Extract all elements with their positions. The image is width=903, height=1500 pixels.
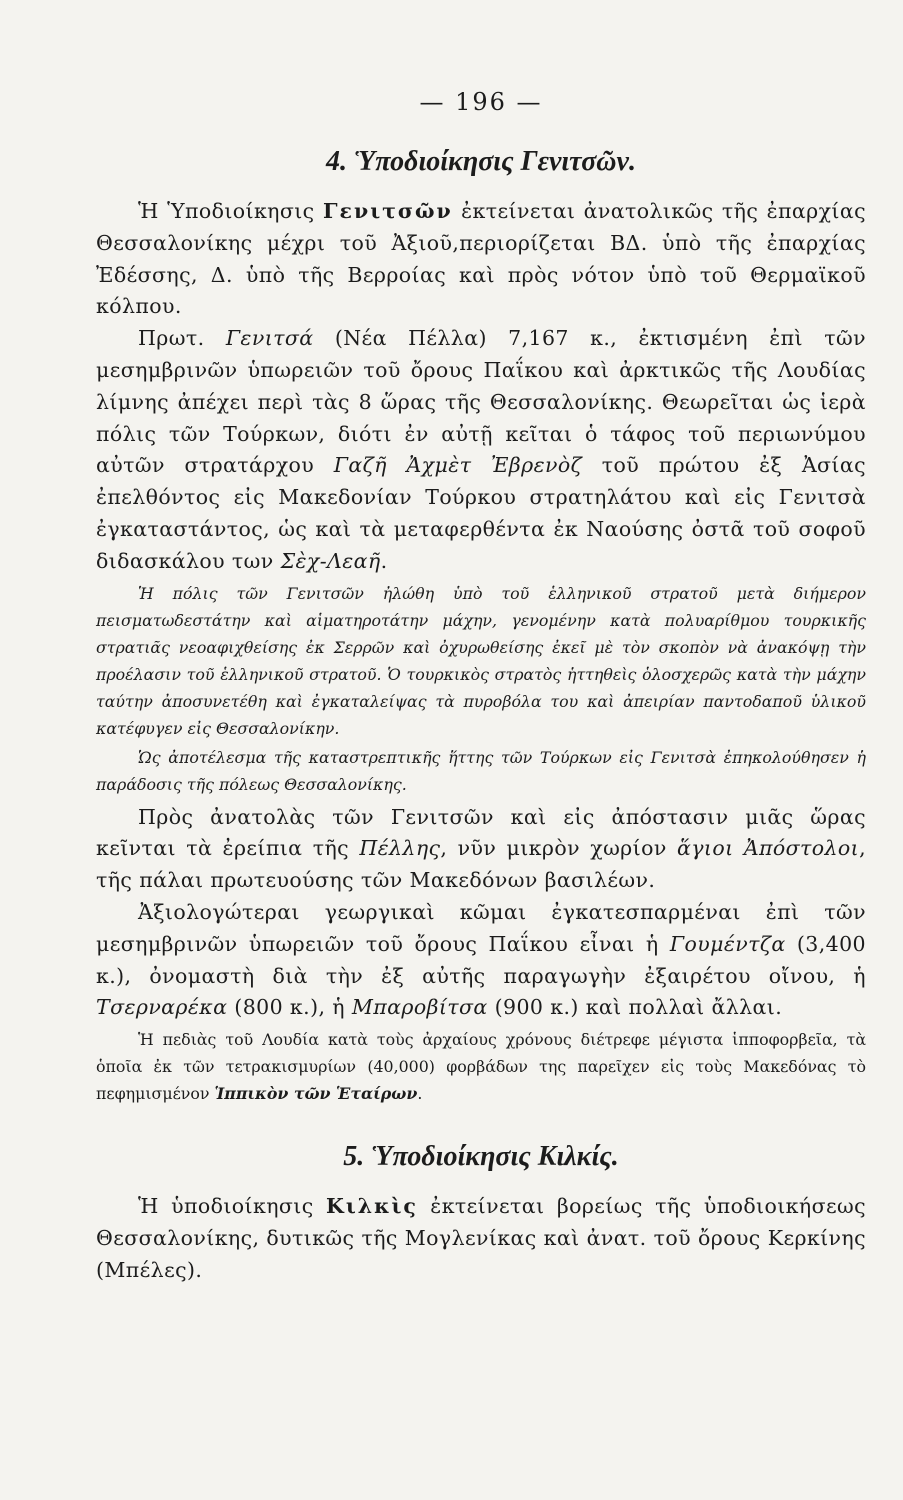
text: Πρὸς ἀνατολὰς τῶν Γενιτσῶν καὶ εἰς ἀπόστασιν μιᾶς ὥρας κεῖνται τὰ ἐρείπια τῆς: [96, 804, 866, 861]
italic-term: Ἱππικὸν τῶν Ἑταίρων: [214, 1084, 418, 1104]
italic-term: Γουμέντζα: [669, 931, 786, 956]
note-result: Ὡς ἀποτέλεσμα τῆς καταστρεπτικῆς ἥττης τῶν Τούρκων εἰς Γενιτσὰ ἐπηκολούθησεν ἡ παράδοσις τῆς πόλεως Θεσσαλονίκης.: [96, 747, 866, 794]
book-page: [96, 88, 866, 1287]
italic-term: Γαζῆ Ἀχμὲτ Ἐβρενὸζ: [333, 453, 583, 478]
italic-term: Μπαροβίτσα: [351, 995, 488, 1020]
note-battle: Ἡ πόλις τῶν Γενιτσῶν ἠλώθη ὑπὸ τοῦ ἑλληνικοῦ στρατοῦ μετὰ διήμερον πεισματωδεστάτην καὶ αἱματηροτάτην μάχην, γενομένην κατὰ πολυαρίθμου τουρκικῆς στρατιᾶς νεοαφιχθείσης ἐκ Σερρῶν καὶ ὀχυρωθείσης ἐκεῖ μὲ τὸν σκοπὸν νὰ ἀνακόψῃ τὴν προέλασιν τοῦ ἑλληνικοῦ στρατοῦ. Ὁ τουρκικὸς στρατὸς ἡττηθεὶς ὁλοσχερῶς κατὰ τὴν μάχην ταύτην ἀποσυνετέθη καὶ ἐγκαταλείψας τὰ πυροβόλα του καὶ ἀπειρίαν παντοδαποῦ ὑλικοῦ κατέφυγεν εἰς Θεσσαλονίκην.: [96, 583, 866, 738]
paragraph-capital: [96, 323, 866, 577]
italic-term: Τσερναρέκα: [96, 995, 228, 1020]
text: Ἀξιολογώτεραι γεωργικαὶ κῶμαι ἐγκατεσπαρμέναι ἐπὶ τῶν μεσημβρινῶν ὑπωρειῶν τοῦ ὄρους Παΐκου εἶναι ἡ: [96, 899, 866, 956]
italic-term: Σὲχ-Λεαῆ: [280, 548, 381, 573]
paragraph-villages: [96, 897, 866, 1024]
text: .: [380, 548, 388, 573]
paragraph-boundaries: [96, 196, 866, 323]
paragraph-kilkis: [96, 1191, 866, 1286]
text: ἐκτείνεται ἀνατολικῶς τῆς ἐπαρχίας Θεσσαλονίκης μέχρι τοῦ Ἀξιοῦ,περιορίζεται ΒΔ. ὑπὸ τῆς ἐπαρχίας Ἐδέσσης, Δ. ὑπὸ τῆς Βερροίας καὶ πρὸς νότον ὑπὸ τοῦ Θερμαϊκοῦ κόλπου.: [96, 199, 866, 319]
italic-term: Πέλλης: [359, 836, 441, 861]
text: (Νέα Πέλλα) 7,167 κ., ἐκτισμένη ἐπὶ τῶν μεσημβρινῶν ὑπωρειῶν τοῦ ὄρους Παΐκου καὶ ἀρκτικῶς τῆς Λουδίας λίμνης ἀπέχει περὶ τὰς 8 ὥρας τῆς Θεσσαλονίκης. Θεωρεῖται ὡς ἱερὰ πόλις τῶν Τούρκων, διότι ἐν αὐτῇ κεῖται ὁ τάφος τοῦ περιωνύμου αὐτῶν στρατάρχου: [96, 326, 866, 478]
text: (900 κ.) καὶ πολλαὶ ἄλλαι.: [487, 995, 783, 1020]
text: ἐκτείνεται βορείως τῆς ὑποδιοικήσεως Θεσσαλονίκης, δυτικῶς τῆς Μογλενίκας καὶ ἀνατ. τοῦ ὄρους Κερκίνης (Μπέλες).: [96, 1194, 866, 1282]
spaced-term: Κιλκὶς: [326, 1194, 418, 1219]
text: Ἡ ὑποδιοίκησις: [138, 1194, 326, 1219]
text: Ἡ πεδιὰς τοῦ Λουδία κατὰ τοὺς ἀρχαίους χρόνους διέτρεφε μέγιστα ἱπποφορβεῖα, τὰ ὁποῖα ἐκ τῶν τετρακισμυρίων (40,000) φορβάδων της παρεῖχεν εἰς τοὺς Μακεδόνας τὸ πεφημισμένον: [96, 1030, 866, 1104]
text: τοῦ πρώτου ἐξ Ἀσίας ἐπελθόντος εἰς Μακεδονίαν Τούρκου στρατηλάτου καὶ εἰς Γενιτσὰ ἐγκαταστάντος, ὡς καὶ τὰ μεταφερθέντα ἐκ Ναούσης ὀστᾶ τοῦ σοφοῦ διδασκάλου των: [96, 453, 866, 573]
paragraph-pella: [96, 802, 866, 897]
section-heading-kilkis: 5. Ὑποδιοίκησις Κιλκίς.: [343, 1141, 619, 1173]
text: (3,400 κ.), ὀνομαστὴ διὰ τὴν ἐξ αὐτῆς παραγωγὴν ἐξαιρέτου οἴνου, ἡ: [96, 931, 866, 988]
section-heading-genitsa: 4. Ὑποδιοίκησις Γενιτσῶν.: [326, 146, 636, 177]
note-plain: [96, 1026, 866, 1107]
italic-term: Γενιτσά: [225, 326, 314, 351]
italic-term: ἅγιοι Ἀπόστολοι: [677, 836, 860, 861]
text: (800 κ.), ἡ: [227, 995, 352, 1020]
text: .: [417, 1084, 423, 1104]
text: , τῆς πάλαι πρωτευούσης τῶν Μακεδόνων βασιλέων.: [96, 836, 867, 893]
page-number: — 196 —: [419, 88, 543, 116]
spaced-term: Γενιτσῶν: [322, 199, 453, 223]
text: Πρωτ.: [138, 326, 226, 351]
text: Ἡ Ὑποδιοίκησις: [138, 199, 323, 223]
text: , νῦν μικρὸν χωρίον: [440, 836, 677, 861]
